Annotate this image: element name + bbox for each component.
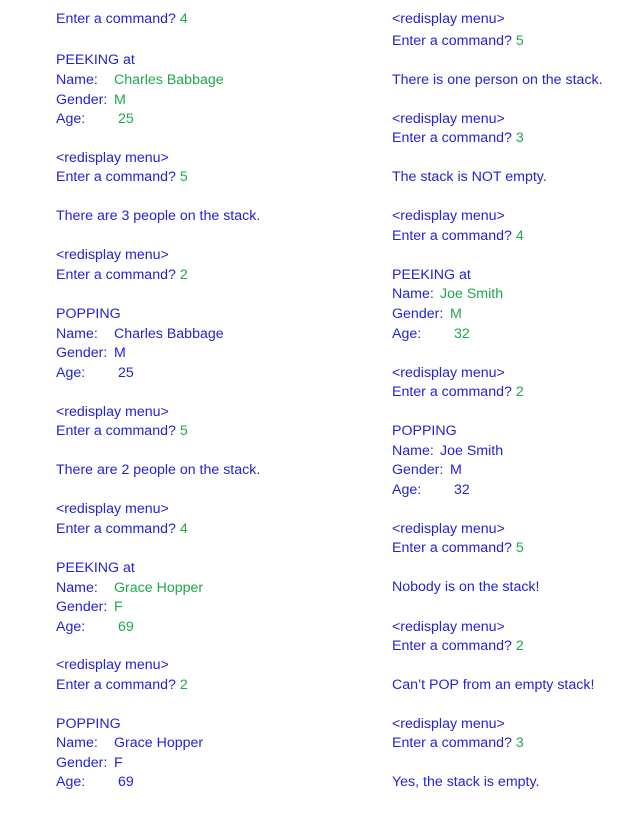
- field-label: Age:: [392, 326, 422, 342]
- console-line: <redisplay menu>: [392, 365, 505, 381]
- person-field-line: [56, 754, 123, 774]
- command-input-value: 4: [515, 228, 524, 244]
- field-label: Name:: [392, 286, 434, 302]
- person-field-line: [56, 364, 134, 384]
- field-label: Gender:: [56, 92, 108, 108]
- field-value: 32: [454, 482, 470, 498]
- field-value: M: [114, 92, 126, 108]
- console-line: Nobody is on the stack!: [392, 579, 540, 595]
- command-prompt-label: Enter a command?: [392, 130, 516, 146]
- command-prompt-label: Enter a command?: [56, 11, 180, 27]
- person-field-line: [56, 773, 134, 793]
- person-field-line: [392, 305, 462, 325]
- console-line: <redisplay menu>: [392, 521, 505, 537]
- console-line: POPPING: [392, 423, 457, 439]
- console-line: <redisplay menu>: [56, 150, 169, 166]
- field-value: 32: [454, 326, 470, 342]
- command-input-value: 5: [179, 169, 188, 185]
- command-prompt-line: [56, 266, 188, 286]
- console-line: <redisplay menu>: [56, 501, 169, 517]
- console-line: There is one person on the stack.: [392, 72, 603, 88]
- person-field-line: [56, 618, 134, 638]
- field-value: Charles Babbage: [114, 326, 224, 342]
- command-input-value: 5: [179, 423, 188, 439]
- person-field-line: [392, 481, 470, 501]
- field-value: Charles Babbage: [114, 72, 224, 88]
- field-value: Joe Smith: [440, 443, 504, 459]
- field-value: Grace Hopper: [114, 580, 204, 596]
- console-line: <redisplay menu>: [56, 404, 169, 420]
- field-value: 25: [118, 365, 134, 381]
- console-line: POPPING: [56, 716, 121, 732]
- person-field-line: [56, 325, 224, 345]
- field-label: Age:: [56, 619, 86, 635]
- field-label: Name:: [56, 326, 98, 342]
- field-value: Grace Hopper: [114, 735, 204, 751]
- command-prompt-label: Enter a command?: [56, 169, 180, 185]
- command-prompt-label: Enter a command?: [56, 521, 180, 537]
- command-prompt-line: [392, 227, 524, 247]
- command-prompt-line: [56, 520, 188, 540]
- command-prompt-label: Enter a command?: [392, 384, 516, 400]
- console-line: PEEKING at: [56, 560, 135, 576]
- person-field-line: [56, 91, 126, 111]
- command-input-value: 5: [515, 33, 524, 49]
- field-value: 69: [118, 774, 134, 790]
- console-line: PEEKING at: [56, 52, 135, 68]
- command-input-value: 3: [515, 735, 524, 751]
- field-value: Joe Smith: [440, 286, 504, 302]
- person-field-line: [392, 325, 470, 345]
- command-prompt-label: Enter a command?: [392, 228, 516, 244]
- person-field-line: [392, 285, 503, 305]
- command-prompt-line: [392, 129, 524, 149]
- field-label: Age:: [392, 482, 422, 498]
- console-line: <redisplay menu>: [392, 11, 505, 27]
- command-prompt-label: Enter a command?: [392, 540, 516, 556]
- person-field-line: [56, 344, 126, 364]
- command-prompt-label: Enter a command?: [56, 423, 180, 439]
- command-input-value: 4: [179, 521, 188, 537]
- command-prompt-line: [392, 383, 524, 403]
- console-line: There are 2 people on the stack.: [56, 462, 261, 478]
- person-field-line: [392, 461, 462, 481]
- field-value: 25: [118, 111, 134, 127]
- command-input-value: 4: [179, 11, 188, 27]
- field-label: Age:: [56, 111, 86, 127]
- console-line: <redisplay menu>: [392, 716, 505, 732]
- console-line: The stack is NOT empty.: [392, 169, 547, 185]
- console-line: <redisplay menu>: [56, 247, 169, 263]
- command-prompt-line: [392, 637, 524, 657]
- field-label: Name:: [56, 735, 98, 751]
- person-field-line: [56, 734, 203, 754]
- field-label: Age:: [56, 365, 86, 381]
- console-line: <redisplay menu>: [392, 111, 505, 127]
- command-prompt-line: [392, 539, 524, 559]
- field-label: Age:: [56, 774, 86, 790]
- field-label: Gender:: [56, 345, 108, 361]
- console-line: PEEKING at: [392, 267, 471, 283]
- command-prompt-label: Enter a command?: [392, 33, 516, 49]
- person-field-line: [392, 442, 503, 462]
- console-line: <redisplay menu>: [392, 208, 505, 224]
- console-line: Yes, the stack is empty.: [392, 774, 540, 790]
- field-value: M: [450, 306, 462, 322]
- command-prompt-label: Enter a command?: [392, 735, 516, 751]
- command-prompt-line: [56, 168, 188, 188]
- command-input-value: 2: [515, 384, 524, 400]
- command-input-value: 2: [179, 267, 188, 283]
- field-label: Gender:: [56, 599, 108, 615]
- command-prompt-label: Enter a command?: [56, 267, 180, 283]
- field-label: Name:: [56, 580, 98, 596]
- command-input-value: 5: [515, 540, 524, 556]
- command-prompt-label: Enter a command?: [56, 677, 180, 693]
- field-label: Gender:: [56, 755, 108, 771]
- command-prompt-line: [56, 676, 188, 696]
- console-line: Can’t POP from an empty stack!: [392, 677, 595, 693]
- console-line: <redisplay menu>: [392, 619, 505, 635]
- command-prompt-line: [56, 10, 188, 30]
- command-input-value: 2: [515, 638, 524, 654]
- field-value: 69: [118, 619, 134, 635]
- field-value: F: [114, 599, 123, 615]
- person-field-line: [56, 579, 203, 599]
- command-prompt-line: [392, 32, 524, 52]
- field-label: Name:: [392, 443, 434, 459]
- console-line: There are 3 people on the stack.: [56, 208, 261, 224]
- command-prompt-line: [392, 734, 524, 754]
- console-line: <redisplay menu>: [56, 657, 169, 673]
- field-label: Name:: [56, 72, 98, 88]
- command-input-value: 2: [179, 677, 188, 693]
- field-value: M: [114, 345, 126, 361]
- field-value: F: [114, 755, 123, 771]
- command-prompt-line: [56, 422, 188, 442]
- field-label: Gender:: [392, 462, 444, 478]
- person-field-line: [56, 71, 224, 91]
- field-label: Gender:: [392, 306, 444, 322]
- person-field-line: [56, 110, 134, 130]
- command-input-value: 3: [515, 130, 524, 146]
- person-field-line: [56, 598, 123, 618]
- command-prompt-label: Enter a command?: [392, 638, 516, 654]
- console-line: POPPING: [56, 306, 121, 322]
- field-value: M: [450, 462, 462, 478]
